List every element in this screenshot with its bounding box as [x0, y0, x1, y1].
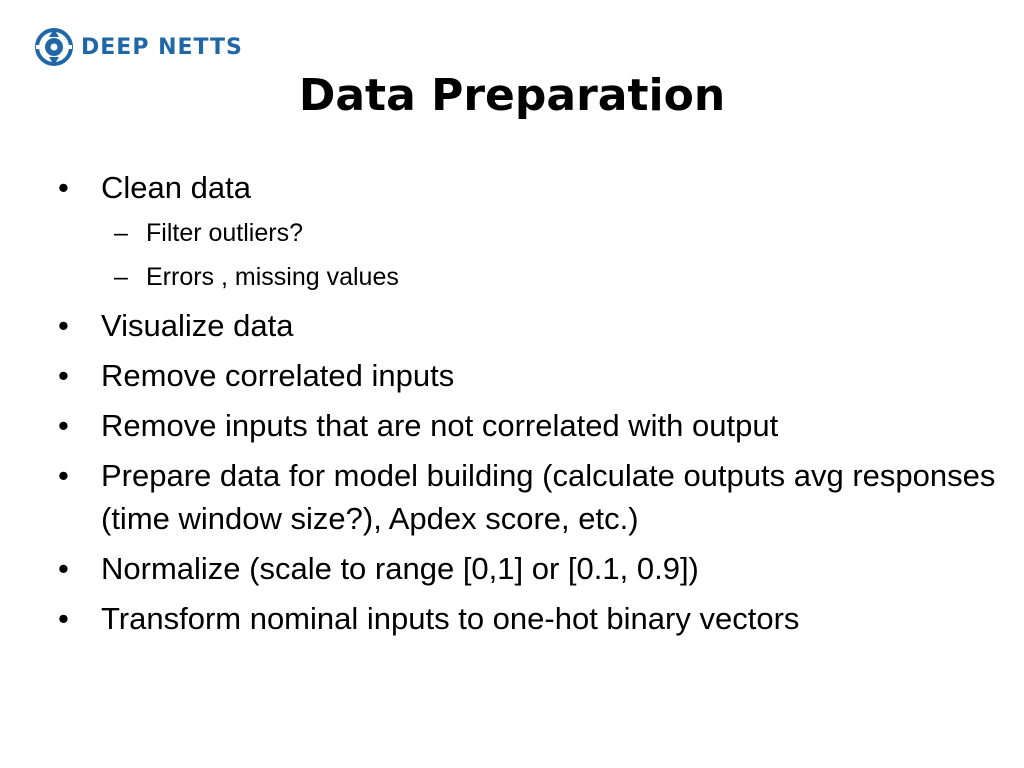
logo-text: DEEP NETTS	[81, 34, 243, 60]
bullet-text: Visualize data	[101, 308, 294, 343]
sub-bullet-text: Filter outliers?	[146, 219, 303, 247]
bullet-item	[58, 454, 998, 540]
deep-netts-logo-icon	[33, 26, 75, 68]
dash-icon: –	[114, 263, 128, 291]
logo	[33, 24, 243, 70]
bullet-icon: •	[58, 551, 69, 586]
bullet-item	[58, 354, 998, 397]
sub-bullet-item	[58, 260, 998, 294]
bullet-icon: •	[58, 458, 69, 493]
bullet-icon: •	[58, 601, 69, 636]
dash-icon: –	[114, 219, 128, 247]
bullet-text: Prepare data for model building (calculate outputs avg responses (time window size?), Apdex score, etc.)	[101, 458, 996, 536]
slide-title: Data Preparation	[298, 70, 726, 121]
bullet-list	[58, 166, 998, 647]
sub-bullet-text: Errors , missing values	[146, 263, 399, 291]
sub-bullet-item	[58, 216, 998, 250]
bullet-text: Remove correlated inputs	[101, 358, 455, 393]
bullet-item	[58, 547, 998, 590]
bullet-item	[58, 597, 998, 640]
bullet-icon: •	[58, 408, 69, 443]
bullet-icon: •	[58, 358, 69, 393]
bullet-text: Remove inputs that are not correlated with output	[101, 408, 779, 443]
bullet-item	[58, 404, 998, 447]
bullet-text: Normalize (scale to range [0,1] or [0.1, 0.9])	[101, 551, 699, 586]
bullet-text: Transform nominal inputs to one-hot binary vectors	[101, 601, 800, 636]
bullet-item	[58, 304, 998, 347]
bullet-item	[58, 166, 998, 209]
bullet-icon: •	[58, 308, 69, 343]
bullet-icon: •	[58, 170, 69, 205]
bullet-text: Clean data	[101, 170, 251, 205]
